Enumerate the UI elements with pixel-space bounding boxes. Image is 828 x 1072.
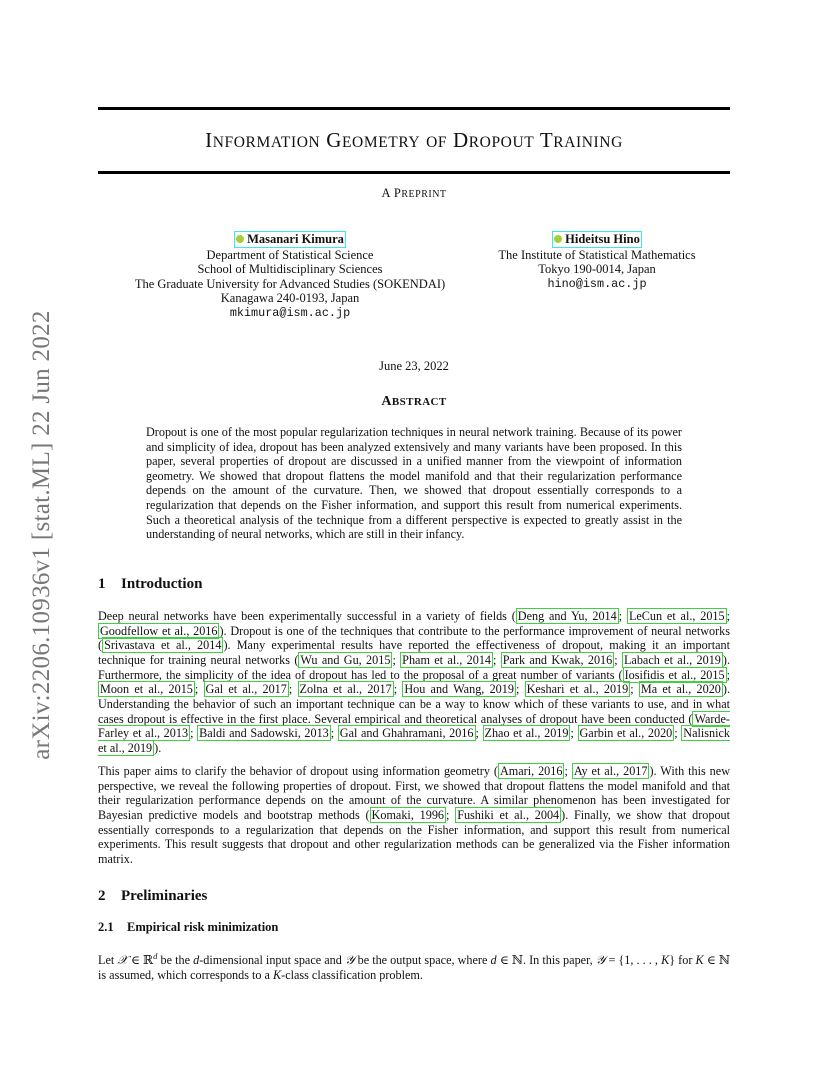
title-rule-top — [98, 107, 730, 110]
subsection-heading-erm: 2.1 Empirical risk minimization — [98, 920, 279, 934]
citation-link[interactable]: Zhao et al., 2019 — [484, 726, 569, 741]
citation-link[interactable]: Labach et al., 2019 — [623, 652, 721, 667]
orcid-icon — [554, 235, 562, 243]
author-email: mkimura@ism.ac.jp — [229, 305, 351, 320]
paper-date: June 23, 2022 — [379, 359, 449, 373]
abstract-heading: ABSTRACT — [381, 394, 447, 409]
paper-title — [98, 128, 730, 153]
citation-link[interactable]: Baldi and Sadowski, 2013 — [199, 726, 329, 741]
math-symbol: d — [490, 953, 497, 968]
citation-link[interactable]: Warde-Farley et al., 2013 — [98, 711, 730, 741]
affiliation-line: Kanagawa 240-0193, Japan — [220, 291, 360, 306]
citation-link[interactable]: LeCun et al., 2015 — [628, 609, 725, 623]
citation-link[interactable]: Ma et al., 2020 — [640, 682, 721, 697]
citation-link[interactable]: Deng and Yu, 2014 — [517, 609, 617, 623]
citation-link[interactable]: Nalisnick et al., 2019 — [98, 726, 731, 755]
citation-link[interactable]: Moon et al., 2015 — [100, 682, 193, 697]
citation-link[interactable]: Goodfellow et al., 2016 — [100, 623, 218, 638]
preprint-label: A PREPRINT — [381, 186, 447, 200]
citation-link[interactable]: Srivastava et al., 2014 — [104, 638, 222, 653]
erm-paragraph: Let 𝒳 ∈ ℝ$^d$ be the d-dimensional input space and 𝒴 be the output space, where d ∈ ℕ. In this paper, 𝒴 = {1, . . . , K} for K ∈ ℕ is assumed, which corresponds to a K-class classification problem. — [98, 951, 730, 982]
affiliation-line: School of Multidisciplinary Sciences — [197, 262, 383, 277]
title-capital: T — [539, 128, 554, 152]
author-link-kimura[interactable]: Masanari Kimura — [234, 231, 346, 248]
math-symbol: 𝒴 — [595, 953, 606, 968]
title-word: OF — [426, 134, 448, 151]
author-link-hino[interactable]: Hideitsu Hino — [552, 231, 642, 248]
math-symbol: d — [193, 953, 200, 968]
intro-paragraph-2: This paper aims to clarify the behavior of dropout using information geometry ( Amari, 2016 ; Ay et al., 2017 ). With this new perspective, we reveal the following properties of dropout. First, we showed that dropout flattens the model manifold and that their regularization performance depends on the amount of the curvature. A similar phenomenon has been investigated for Bayesian predictive models and bootstrap methods ( Komaki, 1996 ; Fushiki et al., 2004 ). Finally, we show that dropout essentially corresponds to a regularization that depends on the Fisher information, and support this result from numerical experiments. This result suggests that dropout and other regularization methods can be generalized via the Fisher information matrix. — [98, 764, 731, 866]
citation-link[interactable]: Fushiki et al., 2004 — [457, 807, 560, 822]
citation-link[interactable]: Ay et al., 2017 — [573, 764, 648, 778]
title-rule-bottom — [98, 171, 730, 174]
author-email: hino@ism.ac.jp — [547, 276, 647, 291]
section-heading-introduction: 1 Introduction — [98, 576, 203, 592]
orcid-icon — [236, 235, 244, 243]
citation-link[interactable]: Park and Kwak, 2016 — [502, 652, 613, 667]
citation-link[interactable]: Keshari et al., 2019 — [526, 682, 629, 697]
math-symbol: K — [695, 953, 704, 968]
author-block-kimura — [112, 231, 468, 321]
title-word: ROPOUT — [468, 134, 535, 151]
math-symbol: 𝒴 — [344, 953, 355, 968]
math-symbol: K — [661, 953, 670, 968]
citation-link[interactable]: Gal and Ghahramani, 2016 — [339, 726, 474, 741]
intro-paragraph-1: Deep neural networks have been experimentally successful in a variety of fields ( Deng and Yu, 2014 ; LeCun et al., 2015 ; Goodfellow et al., 2016 ). Dropout is one of the techniques that contribute to the performance improvement of neural networks ( Srivastava et al., 2014 ). Many experimental results have reported the effectiveness of dropout, making it an important technique for training neural networks ( Wu and Gu, 2015 ; Pham et al., 2014 ; Park and Kwak, 2016 ; Labach et al., 2019 ). Furthermore, the simplicity of the idea of dropout has led to the proposal of a great number of variants ( Iosifidis et al., 2015 ; Moon et al., 2015 ; Gal et al., 2017 ; Zolna et al., 2017 ; Hou and Wang, 2019 ; Keshari et al., 2019 ; Ma et al., 2020 ). Understanding the behavior of such an important technique can be a way to know which of these variants to use, and in what cases dropout is effective in the first place. Several empirical and theoretical analyses of dropout have been conducted ( Warde-Farley et al., 2013 ; Baldi and Sadowski, 2013 ; Gal and Ghahramani, 2016 ; Zhao et al., 2019 ; Garbin et al., 2020 ; Nalisnick et al., 2019 ). — [98, 609, 731, 755]
citation-link[interactable]: Garbin et al., 2020 — [579, 726, 673, 741]
title-capital: G — [326, 128, 342, 152]
citation-link[interactable]: Iosifidis et al., 2015 — [624, 667, 725, 682]
citation-link[interactable]: Komaki, 1996 — [371, 807, 445, 822]
citation-link[interactable]: Wu and Gu, 2015 — [300, 652, 391, 667]
title-word: NFORMATION — [212, 134, 321, 151]
affiliation-line: Department of Statistical Science — [206, 247, 374, 262]
abstract-text: Dropout is one of the most popular regularization techniques in neural network training. Because of its power and simplicity of idea, dropout has been analyzed extensively and many variants have been proposed. In this paper, several properties of dropout are discussed in a unified manner from the viewpoint of information geometry. We showed that dropout flattens the model manifold and that their regularization performance depends on the amount of the curvature. Then, we showed that dropout essentially corresponds to a regularization that depends on the Fisher information, and support this result from numerical experiments. Such a theoretical analysis of the technique from a different perspective is expected to greatly assist in the understanding of neural networks, which are still in their infancy. — [146, 425, 682, 542]
citation-link[interactable]: Pham et al., 2014 — [402, 652, 492, 667]
citation-link[interactable]: Gal et al., 2017 — [205, 682, 287, 697]
author-block-hino — [476, 231, 718, 291]
arxiv-watermark — [22, 290, 62, 780]
math-superscript: d — [153, 951, 158, 961]
title-word: RAINING — [553, 134, 623, 151]
math-symbol: K — [273, 967, 282, 982]
title-word: EOMETRY — [341, 134, 421, 151]
title-capital: D — [452, 128, 469, 152]
math-symbol: 𝒳 — [117, 953, 128, 968]
affiliation-line: Tokyo 190-0014, Japan — [538, 262, 656, 277]
title-capital: I — [205, 128, 213, 152]
citation-link[interactable]: Hou and Wang, 2019 — [404, 682, 514, 697]
section-heading-preliminaries: 2 Preliminaries — [98, 888, 208, 904]
citation-link[interactable]: Zolna et al., 2017 — [299, 682, 392, 697]
affiliation-line: The Graduate University for Advanced Studies (SOKENDAI) — [134, 276, 446, 291]
citation-link[interactable]: Amari, 2016 — [499, 764, 563, 778]
affiliation-line: The Institute of Statistical Mathematics — [498, 247, 696, 262]
arxiv-identifier: arXiv:2206.10936v1 [stat.ML] 22 Jun 2022 — [28, 310, 55, 760]
